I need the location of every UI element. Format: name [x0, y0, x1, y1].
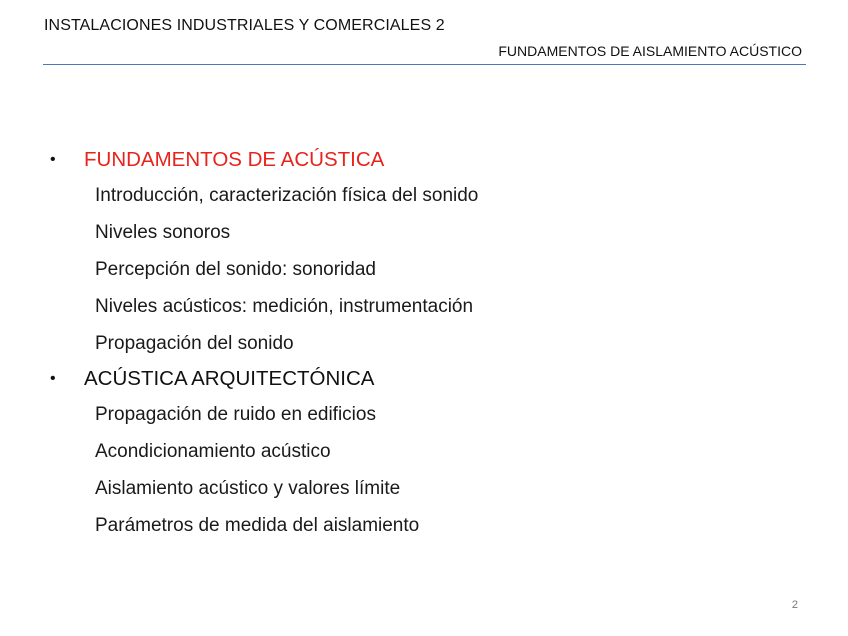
list-item: Introducción, caracterización física del sonido	[95, 185, 479, 206]
bullet-icon: •	[50, 151, 56, 168]
list-item: Niveles acústicos: medición, instrumentación	[95, 296, 474, 317]
slide-content	[50, 143, 810, 544]
section-fundamentos	[50, 143, 810, 362]
section-title: ACÚSTICA ARQUITECTÓNICA	[84, 367, 375, 390]
bullet-icon: •	[50, 370, 56, 387]
header-title: INSTALACIONES INDUSTRIALES Y COMERCIALES 2	[44, 17, 445, 34]
header-subtitle: FUNDAMENTOS DE AISLAMIENTO ACÚSTICO	[498, 43, 802, 59]
list-item: Niveles sonoros	[95, 222, 231, 243]
list-item: Acondicionamiento acústico	[95, 441, 331, 462]
page-number: 2	[791, 599, 798, 611]
list-item: Aislamiento acústico y valores límite	[95, 478, 401, 499]
list-item: Propagación de ruido en edificios	[95, 404, 376, 425]
header-divider	[43, 64, 806, 65]
section-arquitectonica	[50, 362, 810, 544]
section-heading	[50, 143, 810, 177]
list-item: Parámetros de medida del aislamiento	[95, 515, 420, 536]
section-title: FUNDAMENTOS DE ACÚSTICA	[84, 148, 385, 171]
list-item: Percepción del sonido: sonoridad	[95, 259, 376, 280]
section-heading	[50, 362, 810, 396]
list-item: Propagación del sonido	[95, 333, 294, 354]
